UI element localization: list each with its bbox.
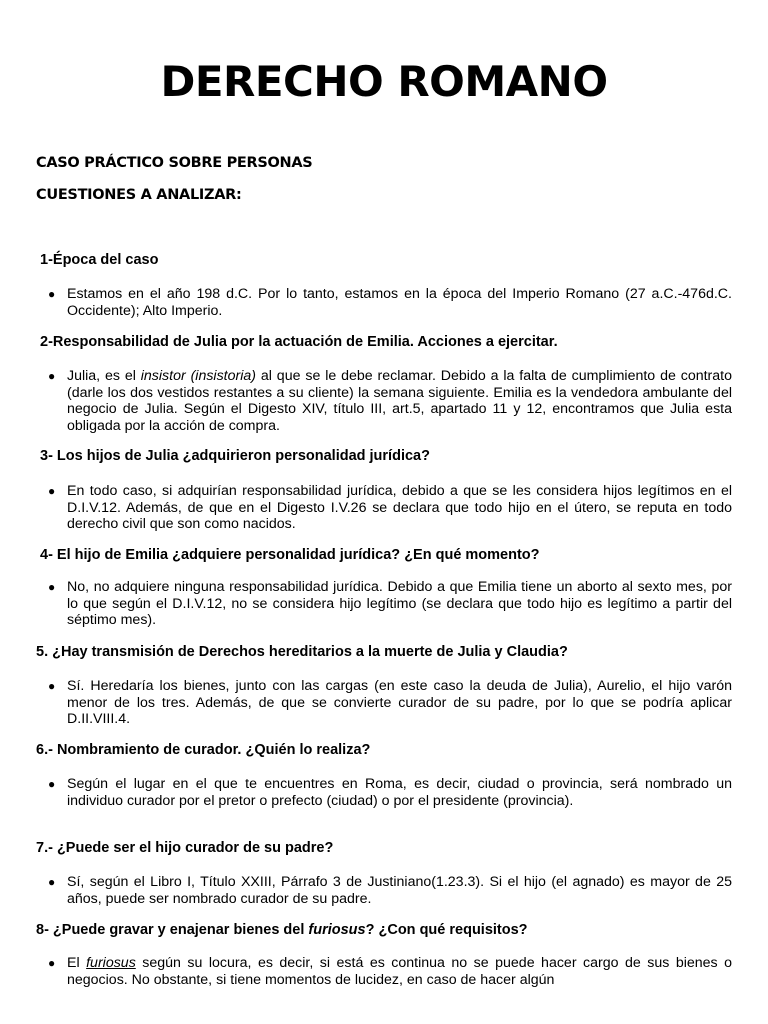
- answer-8-text-post: según su locura, es decir, si está es continua no se puede hacer cargo de sus bienes o negocios. No obstante, si tiene momentos de lucidez, en caso de hacer algún: [67, 955, 732, 988]
- answer-5: [48, 678, 732, 728]
- bullet-icon: ●: [48, 287, 56, 301]
- answer-8-text-pre: El: [67, 955, 87, 971]
- question-7: 7.- ¿Puede ser el hijo curador de su padre?: [36, 840, 334, 856]
- answer-3-text: En todo caso, si adquirían responsabilidad jurídica, debido a que se les considera hijos legítimos en el D.I.V.12. Además, de que en el Digesto I.V.26 se declara que todo hijo en el útero, se reputa en todo derecho civil que son como nacidos.: [67, 483, 732, 532]
- answer-2-text: [67, 368, 732, 434]
- subtitle-case: CASO PRÁCTICO SOBRE PERSONAS: [36, 155, 313, 171]
- answer-2-text-pre: Julia, es el: [67, 368, 141, 384]
- answer-1: [48, 286, 732, 319]
- question-8-term: furiosus: [308, 922, 366, 938]
- answer-2-text-post: al que se le debe reclamar. Debido a la falta de cumplimiento de contrato (darle los dos vestidos restantes a su cliente) la semana siguiente. Emilia es la vendedora ambulante del negocio de Julia. Según el Digesto XIV, título III, art.5, apartado 11 y 12, encontramos que Julia esta obligada por la acción de compra.: [67, 368, 732, 434]
- bullet-icon: ●: [48, 875, 56, 889]
- question-2: 2-Responsabilidad de Julia por la actuación de Emilia. Acciones a ejercitar.: [40, 334, 558, 350]
- answer-5-text: Sí. Heredaría los bienes, junto con las cargas (en este caso la deuda de Julia), Aurelio, el hijo varón menor de los tres. Además, de que se convierte curador de su padre, por lo que se podría aplicar D.II.VIII.4.: [67, 678, 732, 727]
- bullet-icon: ●: [48, 369, 56, 383]
- bullet-icon: ●: [48, 679, 56, 693]
- answer-8: [48, 955, 732, 988]
- question-1: 1-Época del caso: [40, 252, 159, 268]
- answer-4-text: No, no adquiere ninguna responsabilidad jurídica. Debido a que Emilia tiene un aborto al sexto mes, por lo que según el D.I.V.12, no se considera hijo legítimo (se declara que todo hijo es legítimo a partir del séptimo mes).: [67, 579, 732, 628]
- answer-7-text: Sí, según el Libro I, Título XXIII, Párrafo 3 de Justiniano(1.23.3). Si el hijo (el agnado) es mayor de 25 años, puede ser nombrado curador de su padre.: [67, 874, 732, 907]
- subtitle-questions: CUESTIONES A ANALIZAR:: [36, 187, 242, 203]
- answer-7: [48, 874, 732, 907]
- answer-1-text: Estamos en el año 198 d.C. Por lo tanto, estamos en la época del Imperio Romano (27 a.C.-476d.C. Occidente); Alto Imperio.: [67, 286, 732, 319]
- answer-6: [48, 776, 732, 809]
- bullet-icon: ●: [48, 484, 56, 498]
- answer-2: [48, 368, 732, 434]
- answer-3: [48, 483, 732, 533]
- answer-2-term: insistor (insistoria): [140, 368, 257, 384]
- question-8: [36, 920, 528, 940]
- document-title: DERECHO ROMANO: [160, 57, 608, 106]
- question-8-pre: 8- ¿Puede gravar y enajenar bienes del: [36, 922, 309, 938]
- bullet-icon: ●: [48, 956, 56, 970]
- bullet-icon: ●: [48, 777, 56, 791]
- question-6: 6.- Nombramiento de curador. ¿Quién lo realiza?: [36, 742, 371, 758]
- question-4: 4- El hijo de Emilia ¿adquiere personalidad jurídica? ¿En qué momento?: [40, 547, 540, 563]
- answer-4: [48, 579, 732, 629]
- answer-8-text: [67, 955, 732, 988]
- question-8-post: ? ¿Con qué requisitos?: [365, 922, 528, 938]
- question-3: 3- Los hijos de Julia ¿adquirieron personalidad jurídica?: [40, 448, 430, 464]
- question-5: 5. ¿Hay transmisión de Derechos hereditarios a la muerte de Julia y Claudia?: [36, 644, 568, 660]
- answer-6-text: Según el lugar en el que te encuentres en Roma, es decir, ciudad o provincia, será nombrado un individuo curador por el pretor o prefecto (ciudad) o por el presidente (provincia).: [67, 776, 732, 809]
- answer-8-term: furiosus: [86, 955, 136, 971]
- bullet-icon: ●: [48, 580, 56, 594]
